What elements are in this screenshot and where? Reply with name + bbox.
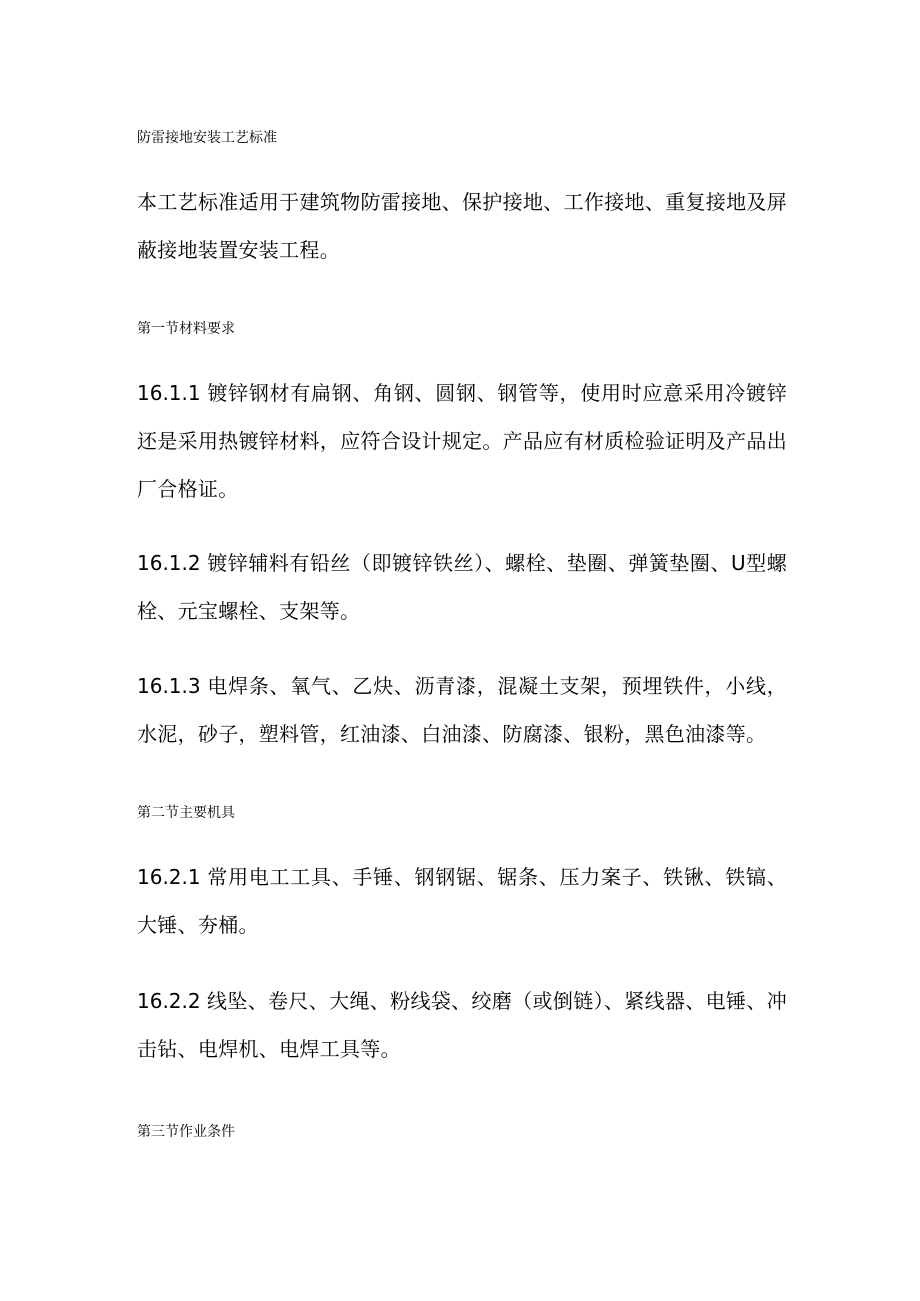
item-text: 镀锌辅料有铅丝（即镀锌铁丝）、螺栓、垫圈、弹簧垫圈、U型螺栓、元宝螺栓、支架等。	[137, 551, 787, 623]
item-16-1-1	[137, 369, 787, 513]
item-16-1-2	[137, 539, 787, 635]
item-text: 镀锌钢材有扁钢、角钢、圆钢、钢管等，使用时应意采用冷镀锌还是采用热镀锌材料，应符合设计规定。产品应有材质检验证明及产品出厂合格证。	[137, 381, 787, 501]
item-16-1-3	[137, 662, 787, 758]
item-number: 16.1.1	[137, 381, 201, 405]
item-number: 16.2.2	[137, 989, 201, 1013]
section-3-heading: 第三节作业条件	[137, 1124, 235, 1140]
item-number: 16.1.2	[137, 551, 201, 575]
item-16-2-2	[137, 977, 787, 1073]
item-text: 电焊条、氧气、乙炔、沥青漆，混凝土支架，预埋铁件，小线，水泥，砂子，塑料管，红油漆、白油漆、防腐漆、银粉，黑色油漆等。	[137, 674, 787, 746]
document-title: 防雷接地安装工艺标准	[137, 130, 277, 146]
intro-paragraph: 本工艺标准适用于建筑物防雷接地、保护接地、工作接地、重复接地及屏蔽接地装置安装工程。	[137, 190, 787, 262]
item-number: 16.1.3	[137, 674, 201, 698]
item-text: 常用电工工具、手锤、钢钢锯、锯条、压力案子、铁锹、铁镐、大锤、夯桶。	[137, 865, 787, 937]
item-text: 线坠、卷尺、大绳、粉线袋、绞磨（或倒链）、紧线器、电锤、冲击钻、电焊机、电焊工具等。	[137, 989, 787, 1061]
item-16-2-1	[137, 853, 787, 949]
item-number: 16.2.1	[137, 865, 201, 889]
section-1-heading: 第一节材料要求	[137, 321, 235, 337]
section-2-heading: 第二节主要机具	[137, 805, 235, 821]
